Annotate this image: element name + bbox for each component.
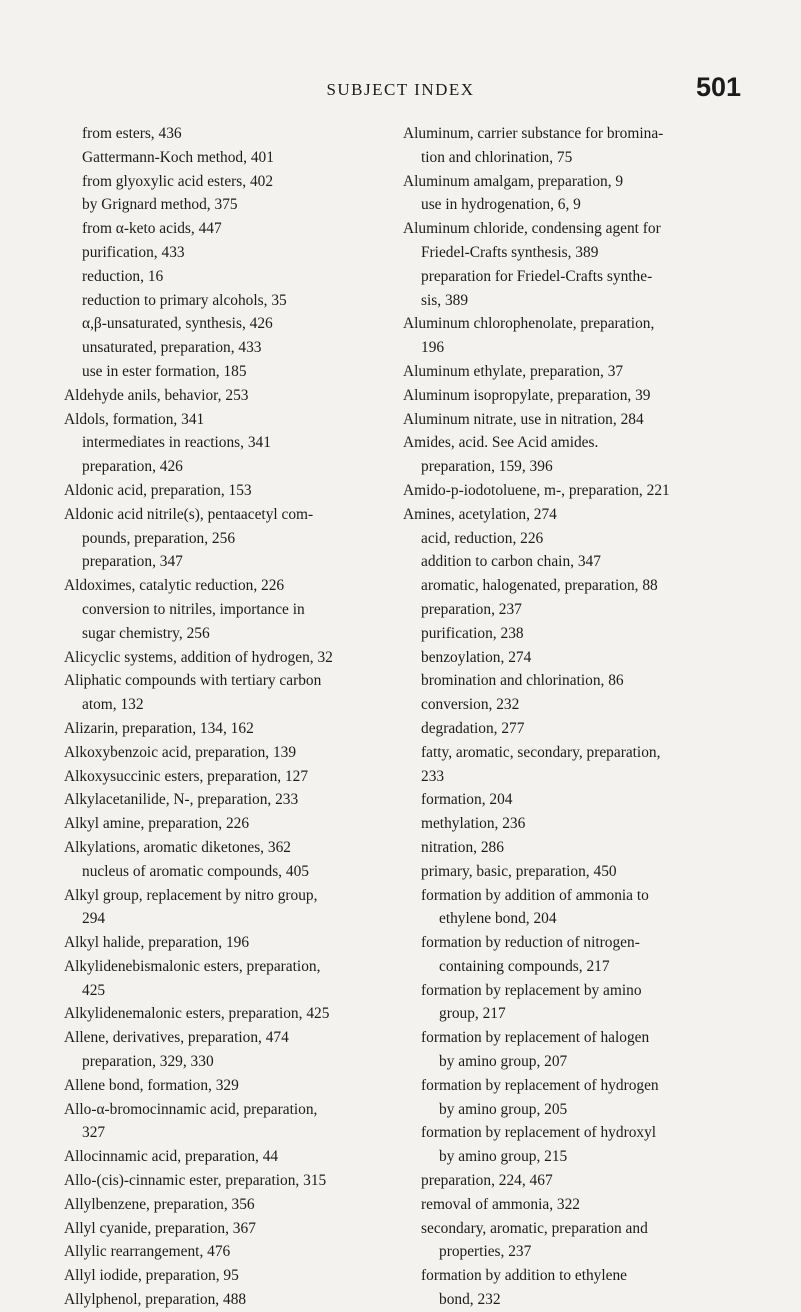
index-entry: Allylic rearrangement, 476 <box>64 1243 231 1261</box>
index-entry: reduction to primary alcohols, 35 <box>82 291 287 309</box>
index-entry: group, 217 <box>439 1005 506 1023</box>
index-entry: from α-keto acids, 447 <box>82 220 222 238</box>
index-entry: Allyl cyanide, preparation, 367 <box>64 1219 256 1237</box>
index-entry: Alicyclic systems, addition of hydrogen, 32 <box>64 648 333 666</box>
index-entry: removal of ammonia, 322 <box>421 1195 580 1213</box>
index-entry: methylation, 236 <box>421 815 526 833</box>
index-entry: sugar chemistry, 256 <box>82 624 210 642</box>
index-entry: Aluminum nitrate, use in nitration, 284 <box>403 410 644 428</box>
index-entry: Alkylidenemalonic esters, preparation, 425 <box>64 1005 330 1023</box>
index-entry: Aluminum, carrier substance for bromina- <box>403 125 664 142</box>
index-entry: Aluminum isopropylate, preparation, 39 <box>403 386 651 404</box>
index-entry: unsaturated, preparation, 433 <box>82 339 262 357</box>
index-entry: formation by replacement of hydrogen <box>421 1076 659 1094</box>
index-entry: preparation, 329, 330 <box>82 1053 214 1071</box>
index-entry: Alkyl halide, preparation, 196 <box>64 934 250 952</box>
index-entry: Alkoxybenzoic acid, preparation, 139 <box>64 743 297 761</box>
index-entry: secondary, aromatic, preparation and <box>421 1219 648 1237</box>
index-entry: 294 <box>82 910 106 928</box>
index-entry: Aliphatic compounds with tertiary carbon <box>64 672 322 690</box>
index-entry: α,β-unsaturated, synthesis, 426 <box>82 315 273 333</box>
index-entry: Allene, derivatives, preparation, 474 <box>64 1029 289 1047</box>
page-title: SUBJECT INDEX <box>326 80 475 99</box>
index-entry: sis, 389 <box>421 291 469 309</box>
index-entry: preparation, 426 <box>82 458 183 476</box>
index-entry: preparation, 224, 467 <box>421 1172 553 1190</box>
index-entry: Allocinnamic acid, preparation, 44 <box>64 1148 279 1166</box>
index-entry: 196 <box>421 339 445 357</box>
index-entry: preparation for Friedel-Crafts synthe- <box>421 267 653 285</box>
index-entry: Alkyl group, replacement by nitro group, <box>64 886 318 904</box>
index-entry: benzoylation, 274 <box>421 648 532 666</box>
index-entry: Aldols, formation, 341 <box>64 410 205 428</box>
index-entry: formation by reduction of nitrogen- <box>421 934 640 952</box>
index-entry: Alizarin, preparation, 134, 162 <box>64 719 254 737</box>
index-entry: Alkyl amine, preparation, 226 <box>64 815 250 833</box>
index-entry: 327 <box>82 1124 106 1142</box>
index-entry: purification, 238 <box>421 624 524 642</box>
index-entry: 425 <box>82 981 106 999</box>
index-entry: preparation, 347 <box>82 553 183 571</box>
index-entry: Aldoximes, catalytic reduction, 226 <box>64 577 285 595</box>
index-entry: Allylphenol, preparation, 488 <box>64 1291 247 1309</box>
index-entry: Amides, acid. See Acid amides. <box>403 434 599 452</box>
index-entry: atom, 132 <box>82 696 144 714</box>
index-entry: formation by addition to ethylene <box>421 1267 628 1285</box>
index-entry: Amido-p-iodotoluene, m-, preparation, 221 <box>403 481 670 499</box>
index-entry: Amines, acetylation, 274 <box>403 505 557 523</box>
index-entry: formation, 204 <box>421 791 513 809</box>
index-entry: bromination and chlorination, 86 <box>421 672 624 690</box>
index-entry: from glyoxylic acid esters, 402 <box>82 172 274 190</box>
index-entry: Aluminum chlorophenolate, preparation, <box>403 315 655 333</box>
index-entry: Allene bond, formation, 329 <box>64 1076 239 1094</box>
index-entry: Alkylacetanilide, N-, preparation, 233 <box>64 791 299 809</box>
page-number: 501 <box>695 72 741 102</box>
index-entry: degradation, 277 <box>421 719 525 737</box>
index-entry: Friedel-Crafts synthesis, 389 <box>421 243 599 261</box>
index-entry: Aldonic acid nitrile(s), pentaacetyl com- <box>64 505 314 523</box>
index-entry: 233 <box>421 767 445 785</box>
index-entry: aromatic, halogenated, preparation, 88 <box>421 577 658 595</box>
index-entry: Allylbenzene, preparation, 356 <box>64 1195 255 1213</box>
index-entry: preparation, 237 <box>421 600 522 618</box>
index-entry: by amino group, 215 <box>439 1148 568 1166</box>
index-entry: formation by replacement by amino <box>421 981 642 999</box>
index-entry: bond, 232 <box>439 1291 501 1309</box>
index-entry: purification, 433 <box>82 243 185 261</box>
index-entry: Alkoxysuccinic esters, preparation, 127 <box>64 767 309 785</box>
index-entry: by Grignard method, 375 <box>82 196 238 214</box>
index-entry: Aluminum ethylate, preparation, 37 <box>403 362 624 380</box>
index-entry: preparation, 159, 396 <box>421 458 553 476</box>
index-entry: nitration, 286 <box>421 838 504 856</box>
index-entry: tion and chlorination, 75 <box>421 148 573 166</box>
index-entry: use in hydrogenation, 6, 9 <box>421 196 581 214</box>
index-entry: Aldonic acid, preparation, 153 <box>64 481 252 499</box>
index-entry: by amino group, 205 <box>439 1100 568 1118</box>
index-entry: Gattermann-Koch method, 401 <box>82 148 274 166</box>
index-entry: from esters, 436 <box>82 125 182 142</box>
index-entry: reduction, 16 <box>82 267 164 285</box>
index-entry: acid, reduction, 226 <box>421 529 544 547</box>
index-column-left <box>64 122 392 1312</box>
index-entry: Aluminum amalgam, preparation, 9 <box>403 172 624 190</box>
index-entry: primary, basic, preparation, 450 <box>421 862 617 880</box>
index-entry: Alkylations, aromatic diketones, 362 <box>64 838 291 856</box>
index-entry: Aldehyde anils, behavior, 253 <box>64 386 249 404</box>
index-entry: by amino group, 207 <box>439 1053 568 1071</box>
index-entry: Allyl iodide, preparation, 95 <box>64 1267 239 1285</box>
index-entry: Aluminum chloride, condensing agent for <box>403 220 661 238</box>
page-header <box>0 70 801 114</box>
index-entry: Alkylidenebismalonic esters, preparation, <box>64 957 321 975</box>
index-entry: formation by addition of ammonia to <box>421 886 649 904</box>
index-entry: fatty, aromatic, secondary, preparation, <box>421 743 661 761</box>
index-entry: Allo-α-bromocinnamic acid, preparation, <box>64 1100 318 1118</box>
index-entry: containing compounds, 217 <box>439 957 610 975</box>
index-entry: properties, 237 <box>439 1243 532 1261</box>
index-entry: use in ester formation, 185 <box>82 362 247 380</box>
index-entry: nucleus of aromatic compounds, 405 <box>82 862 309 880</box>
index-entry: Allo-(cis)-cinnamic ester, preparation, 315 <box>64 1172 327 1190</box>
index-column-right <box>403 122 740 1312</box>
index-entry: formation by replacement of hydroxyl <box>421 1124 657 1142</box>
index-entry: addition to carbon chain, 347 <box>421 553 601 571</box>
index-entry: conversion, 232 <box>421 696 520 714</box>
index-entry: intermediates in reactions, 341 <box>82 434 271 452</box>
index-entry: pounds, preparation, 256 <box>82 529 236 547</box>
index-entry: formation by replacement of halogen <box>421 1029 650 1047</box>
index-entry: conversion to nitriles, importance in <box>82 600 305 618</box>
index-entry: ethylene bond, 204 <box>439 910 557 928</box>
